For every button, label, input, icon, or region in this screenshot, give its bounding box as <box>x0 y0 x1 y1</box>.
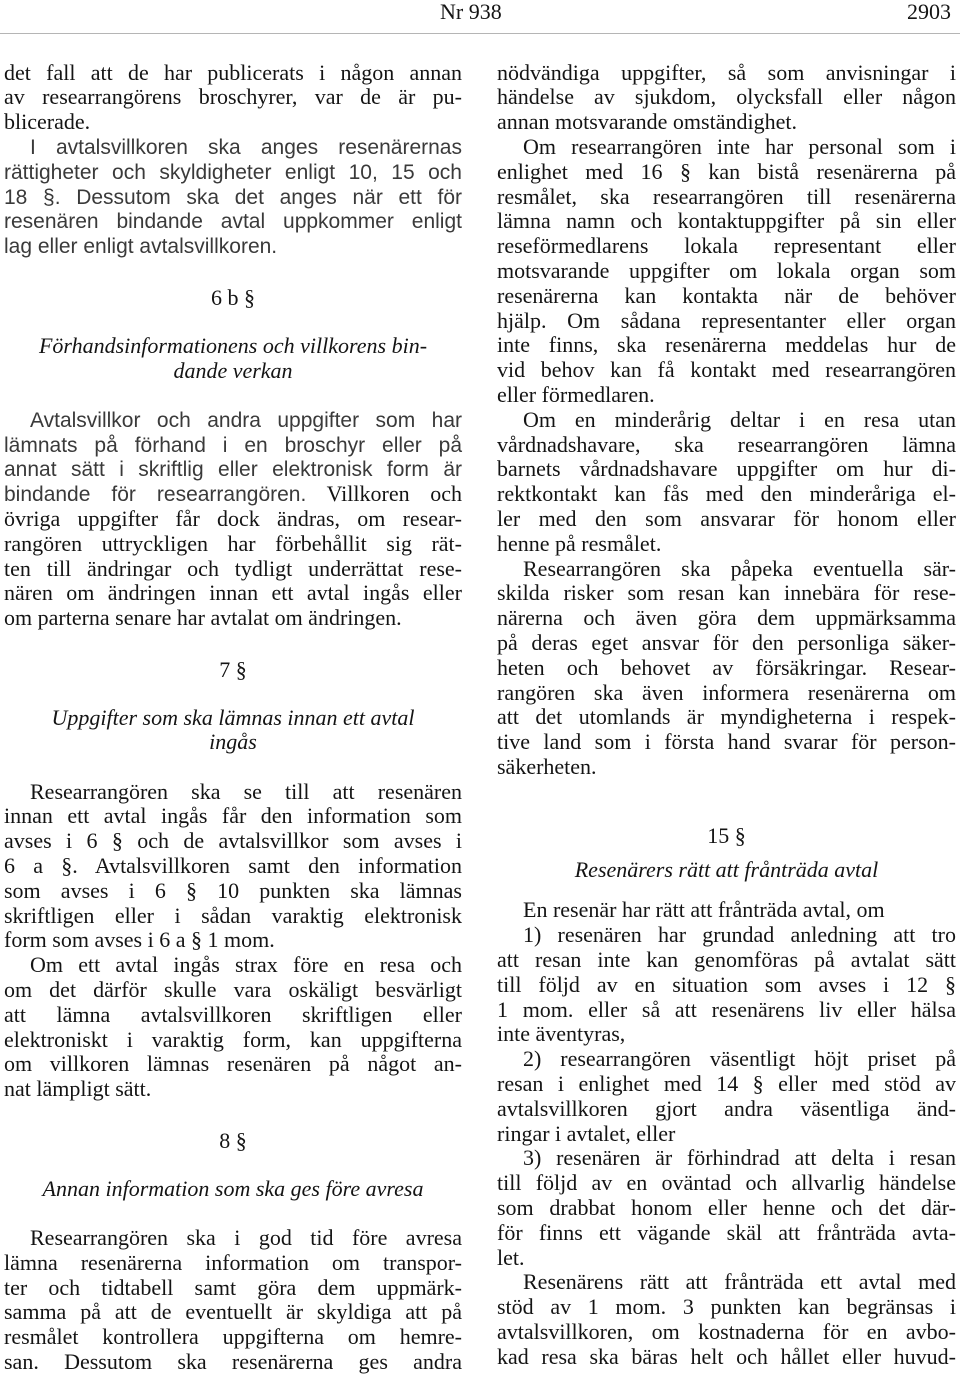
text-line: avses i 6 § och de avtalsvillkor som avses i <box>4 828 462 854</box>
text-line: tive land som i första hand svarar för person- <box>497 729 956 755</box>
text-line: Annan information som ska ges före avresa <box>42 1175 424 1201</box>
text-line: lämna resenärerna information om transpor- <box>4 1249 462 1275</box>
text-line <box>4 185 462 210</box>
text-line: 6 a §. Avtalsvillkoren samt den information <box>4 853 462 879</box>
text-span: Avtalsvillkor och andra uppgifter som har <box>30 408 462 432</box>
text-line: skriftligen eller i sådan varaktig elektronisk <box>4 902 462 928</box>
section-number: 6 b § <box>211 284 255 310</box>
text-line: till följd av en situation som avses i 12 § <box>497 971 956 997</box>
text-line: Researrangören ska se till att resenären <box>30 778 462 804</box>
text-line: skilda risker som resan kan innebära för rese- <box>497 580 956 606</box>
text-line: rangören uttryckligen har förbehållit sig rät- <box>4 530 462 556</box>
text-line: om villkoren lämnas resenären på något an- <box>4 1051 462 1077</box>
paragraph <box>497 61 956 135</box>
text-line: 1 mom. eller så att resenärens liv eller hälsa <box>497 996 956 1022</box>
text-line: Resenärens rätt att frånträda ett avtal med <box>523 1269 956 1295</box>
paragraph <box>497 557 956 780</box>
page-header <box>0 0 960 33</box>
text-line: innan ett avtal ingås får den information som <box>4 803 462 829</box>
text-line: ringar i avtalet, eller <box>497 1120 676 1146</box>
text-line <box>4 234 462 259</box>
text-line: på deras eget ansvar för den personliga säker- <box>497 629 956 655</box>
text-line: händelse av sjukdom, olycksfall eller någon <box>497 84 956 110</box>
text-line <box>4 209 462 234</box>
text-line: Researrangören ska påpeka eventuella sär- <box>523 555 956 581</box>
paragraph <box>4 408 462 631</box>
text-line: form som avses i 6 a § 1 mom. <box>4 927 275 953</box>
text-span: lag eller enligt avtalsvillkoren. <box>4 235 278 259</box>
text-span: annat sätt i skriftlig eller elektronisk form är <box>4 458 462 482</box>
text-span: lämnats på förhand i en broschyr eller på <box>4 433 462 457</box>
text-line: vid behov kan få kontakt med researrangören <box>497 357 956 383</box>
text-line: nat lämpligt sätt. <box>4 1076 152 1102</box>
text-line: inte finns, ska resenärerna meddelas hur de <box>497 332 956 358</box>
paragraph <box>497 408 956 557</box>
text-line: övriga uppgifter får dock ändras, om resear- <box>4 505 462 531</box>
text-line: annan motsvarande omständighet. <box>497 109 797 135</box>
text-line: närerna och även göra dem uppmärksamma <box>497 605 956 631</box>
text-line: 3) resenären är förhindrad att delta i resan <box>523 1145 956 1171</box>
text-line: ten till ändringar och tydligt underrättat rese- <box>4 555 462 581</box>
text-line: 2) researrangören väsentligt höjt priset på <box>523 1046 956 1072</box>
text-line: blicerade. <box>4 109 91 135</box>
text-line: Om en minderårig deltar i en resa utan <box>523 406 956 432</box>
section-title <box>4 706 462 756</box>
text-line: nödvändiga uppgifter, så som anvisningar i <box>497 59 956 85</box>
issue-number: Nr 938 <box>440 0 502 24</box>
text-line: resan i enlighet med 14 § eller med stöd av <box>497 1071 956 1097</box>
text-line: heten och behovet av försäkringar. Resear- <box>497 654 956 680</box>
text-line: resmålet kontrollera uppgifterna om hemre- <box>4 1324 462 1350</box>
paragraph <box>4 1226 462 1375</box>
paragraph <box>4 953 462 1102</box>
paragraph <box>497 1047 956 1146</box>
text-line: resenärerna kan kontakta när de behöver <box>497 282 956 308</box>
text-line: let. <box>497 1244 525 1270</box>
text-line: nären om ändringen innan ett avtal ingås eller <box>4 580 462 606</box>
text-span: I avtalsvillkoren ska anges resenärernas <box>30 135 462 159</box>
section-title <box>4 334 462 384</box>
text-line: henne på resmålet. <box>497 530 662 556</box>
text-line: Researrangören ska i god tid före avresa <box>30 1225 462 1250</box>
text-line: Om ett avtal ingås strax före en resa och <box>30 952 462 978</box>
text-line: det fall att de har publicerats i någon annan <box>4 59 462 85</box>
text-line: samma på att de eventuellt är skyldiga att på <box>4 1299 462 1325</box>
text-line: som avses i 6 § 10 punkten ska lämnas <box>4 877 462 903</box>
text-line: stöd av 1 mom. 3 punkten kan begränsas i <box>497 1294 956 1320</box>
text-line: san. Dessutom ska resenärerna ges andra <box>4 1348 462 1374</box>
text-line: motsvarande uppgifter om lokala organ som <box>497 257 956 283</box>
text-line: En resenär har rätt att frånträda avtal, om <box>523 897 885 923</box>
paragraph <box>497 923 956 1047</box>
text-line: dande verkan <box>173 357 293 383</box>
right-column <box>497 61 956 1370</box>
text-line <box>4 457 462 482</box>
text-line: lämna namn och kontaktuppgifter på sin eller <box>497 208 956 234</box>
text-line <box>4 135 462 160</box>
text-line: enlighet med 16 § kan bistå resenärerna på <box>497 158 956 184</box>
section-number: 15 § <box>707 822 746 848</box>
paragraph <box>4 61 462 135</box>
text-line: att lämna avtalsvillkoren skriftligen eller <box>4 1001 462 1027</box>
text-line: om det därför skulle vara oskäligt besvärligt <box>4 977 462 1003</box>
paragraph <box>497 1146 956 1270</box>
text-line: reseförmedlarens lokala representant eller <box>497 233 956 259</box>
text-line: till följd av en oväntad och allvarlig händelse <box>497 1170 956 1196</box>
text-line: säkerheten. <box>497 753 597 779</box>
text-line: hjälp. Om sådana representanter eller organ <box>497 307 956 333</box>
text-line: vårdnadshavare, ska researrangören lämna <box>497 431 956 457</box>
text-line: rangören ska även informera resenärerna om <box>497 679 956 705</box>
text-line: kad resa ska bäras helt och hållet eller huvud- <box>497 1343 956 1369</box>
text-span: 18 §. Dessutom ska det anges när ett för <box>4 185 462 209</box>
paragraph <box>497 135 956 408</box>
header-rule <box>0 33 960 34</box>
section-number: 8 § <box>219 1127 247 1153</box>
text-line: eller förmedlaren. <box>497 381 655 407</box>
text-line: resmålet, ska researrangören till resenärerna <box>497 183 956 209</box>
text-line <box>4 433 462 458</box>
text-line: att det utomlands är myndigheterna i respek- <box>497 704 956 730</box>
section-number: 7 § <box>219 656 247 682</box>
text-line: att resan inte kan genomföras på avtalat sätt <box>497 947 956 973</box>
text-span: resenären bindande avtal uppkommer enligt <box>4 210 462 234</box>
paragraph <box>497 898 956 923</box>
text-line: 1) resenären har grundad anledning att tro <box>523 922 956 948</box>
left-column <box>4 61 462 1375</box>
text-line: ter och tidtabell samt göra dem uppmärk- <box>4 1274 462 1300</box>
text-span: rättigheter och skyldigheter enligt 10, 15 och <box>4 160 462 184</box>
text-line: ingås <box>209 729 257 755</box>
text-line: som drabbat honom eller henne och det där- <box>497 1195 956 1221</box>
section-title <box>497 858 956 883</box>
text-line: barnets vårdnadshavare uppgifter om hur di- <box>497 456 956 482</box>
paragraph <box>4 780 462 954</box>
text-line <box>4 408 462 433</box>
text-line: om parterna senare har avtalat om ändringen. <box>4 605 402 631</box>
text-line: Uppgifter som ska lämnas innan ett avtal <box>51 704 415 730</box>
text-line: Resenärers rätt att frånträda avtal <box>574 857 879 883</box>
text-line: avtalsvillkoren gjort andra väsentliga änd- <box>497 1095 956 1121</box>
paragraph <box>497 1270 956 1369</box>
section-title <box>4 1177 462 1202</box>
text-line: för finns ett vägande skäl att frånträda avta- <box>497 1219 956 1245</box>
text-line: Förhandsinformationens och villkorens bin- <box>38 332 428 358</box>
text-line: av researrangörens broschyrer, var de är pu- <box>4 84 462 110</box>
text-line: bindande för researrangören. Villkoren och <box>4 481 462 507</box>
text-line: rektkontakt kan fås med den minderåriga el- <box>497 481 956 507</box>
text-line: inte äventyras, <box>497 1021 626 1047</box>
text-line: ler med den som ansvarar för honom eller <box>497 505 956 531</box>
text-line: avtalsvillkoren, om kostnaderna för en avbo- <box>497 1319 956 1345</box>
text-line <box>4 160 462 185</box>
text-line: Om researrangören inte har personal som i <box>523 133 956 159</box>
text-line: elektroniskt i varaktig form, kan uppgifterna <box>4 1026 462 1052</box>
paragraph <box>4 135 462 259</box>
text-span: bindande för researrangören. <box>4 483 307 507</box>
page-number: 2903 <box>907 0 951 24</box>
